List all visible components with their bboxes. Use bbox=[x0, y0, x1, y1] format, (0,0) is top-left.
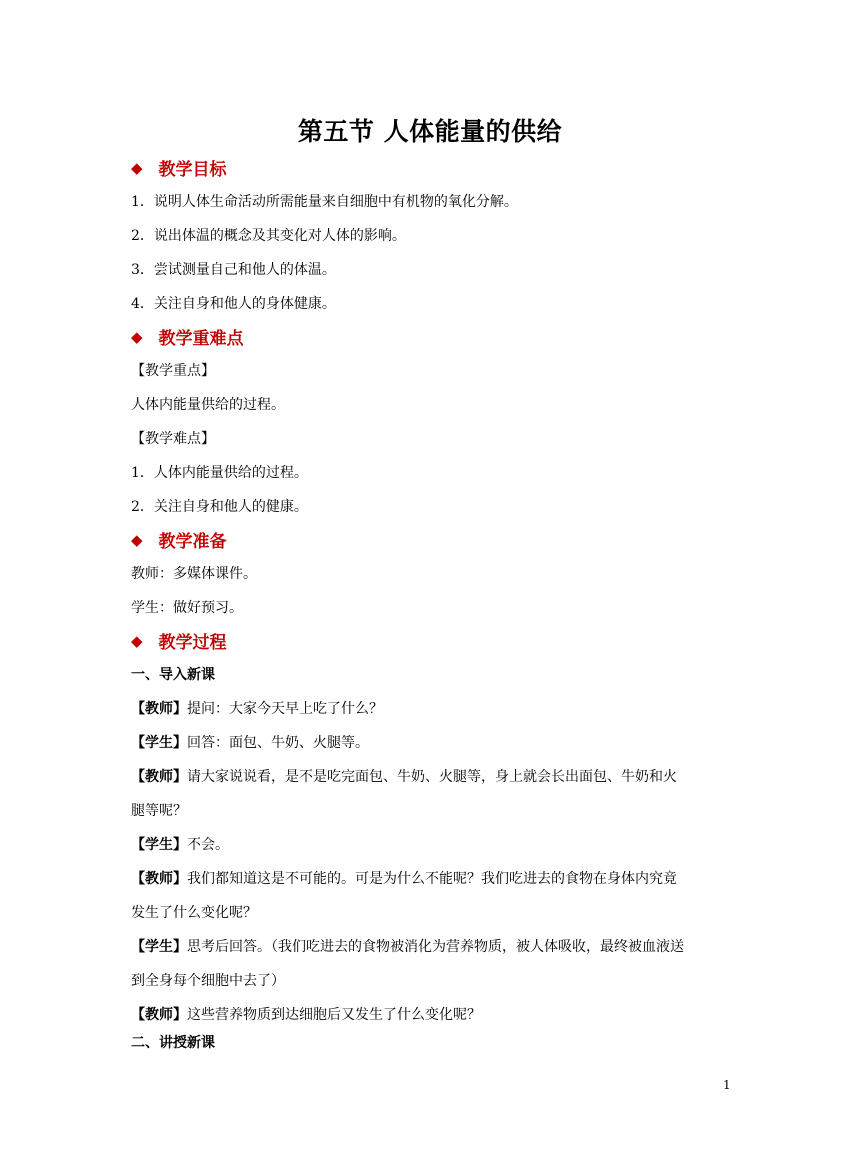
goal-item-4: 4．关注自身和他人的身体健康。 bbox=[131, 296, 336, 312]
prep-item-student: 学生：做好预习。 bbox=[131, 600, 243, 616]
key-label: 【教学重点】 bbox=[131, 363, 215, 379]
dialog-line-4 bbox=[131, 834, 229, 854]
difficulty-item-1: 1．人体内能量供给的过程。 bbox=[131, 465, 308, 481]
diamond-bullet-icon: ◆ bbox=[131, 158, 143, 177]
dialog-line-5 bbox=[131, 868, 677, 888]
speaker-label: 【教师】 bbox=[131, 769, 187, 785]
subheading-new-lesson: 二、讲授新课 bbox=[131, 1035, 215, 1051]
speaker-label: 【学生】 bbox=[131, 939, 187, 955]
dialog-line-1 bbox=[131, 698, 383, 718]
dialog-line-2 bbox=[131, 732, 369, 752]
speaker-label: 【学生】 bbox=[131, 735, 187, 751]
section-heading-goals bbox=[131, 155, 227, 180]
diamond-bullet-icon: ◆ bbox=[131, 327, 143, 346]
page-number: 1 bbox=[723, 1078, 731, 1092]
difficulty-label: 【教学难点】 bbox=[131, 431, 215, 447]
page-title: 第五节 人体能量的供给 bbox=[297, 117, 563, 146]
dialog-line-6 bbox=[131, 936, 684, 956]
section-heading-process bbox=[131, 628, 227, 653]
diamond-bullet-icon: ◆ bbox=[131, 530, 143, 549]
diamond-bullet-icon: ◆ bbox=[131, 631, 143, 650]
dialog-line-7 bbox=[131, 1004, 481, 1024]
dialog-line-5-cont: 发生了什么变化呢？ bbox=[131, 905, 257, 921]
heading-text: 教学准备 bbox=[158, 532, 227, 552]
heading-text: 教学过程 bbox=[158, 633, 227, 653]
dialog-line-3-cont: 腿等呢？ bbox=[131, 803, 187, 819]
dialog-text: 提问：大家今天早上吃了什么？ bbox=[187, 701, 383, 717]
heading-text: 教学目标 bbox=[158, 160, 227, 180]
dialog-text: 请大家说说看，是不是吃完面包、牛奶、火腿等，身上就会长出面包、牛奶和火 bbox=[187, 769, 677, 785]
goal-item-1: 1．说明人体生命活动所需能量来自细胞中有机物的氧化分解。 bbox=[131, 194, 518, 210]
dialog-text: 回答：面包、牛奶、火腿等。 bbox=[187, 735, 369, 751]
goal-item-3: 3．尝试测量自己和他人的体温。 bbox=[131, 262, 336, 278]
dialog-text: 这些营养物质到达细胞后又发生了什么变化呢？ bbox=[187, 1007, 481, 1023]
dialog-text: 思考后回答。（我们吃进去的食物被消化为营养物质，被人体吸收，最终被血液送 bbox=[187, 939, 684, 955]
dialog-line-6-cont: 到全身每个细胞中去了） bbox=[131, 973, 285, 989]
goal-item-2: 2．说出体温的概念及其变化对人体的影响。 bbox=[131, 228, 406, 244]
dialog-line-3 bbox=[131, 766, 677, 786]
key-text: 人体内能量供给的过程。 bbox=[131, 397, 285, 413]
prep-item-teacher: 教师：多媒体课件。 bbox=[131, 566, 257, 582]
speaker-label: 【教师】 bbox=[131, 701, 187, 717]
subheading-intro: 一、导入新课 bbox=[131, 667, 215, 683]
heading-text: 教学重难点 bbox=[158, 329, 244, 349]
speaker-label: 【学生】 bbox=[131, 837, 187, 853]
dialog-text: 不会。 bbox=[187, 837, 229, 853]
dialog-text: 我们都知道这是不可能的。可是为什么不能呢？我们吃进去的食物在身体内究竟 bbox=[187, 871, 677, 887]
section-heading-prep bbox=[131, 527, 227, 552]
speaker-label: 【教师】 bbox=[131, 871, 187, 887]
speaker-label: 【教师】 bbox=[131, 1007, 187, 1023]
section-heading-keys bbox=[131, 324, 244, 349]
difficulty-item-2: 2．关注自身和他人的健康。 bbox=[131, 499, 308, 515]
